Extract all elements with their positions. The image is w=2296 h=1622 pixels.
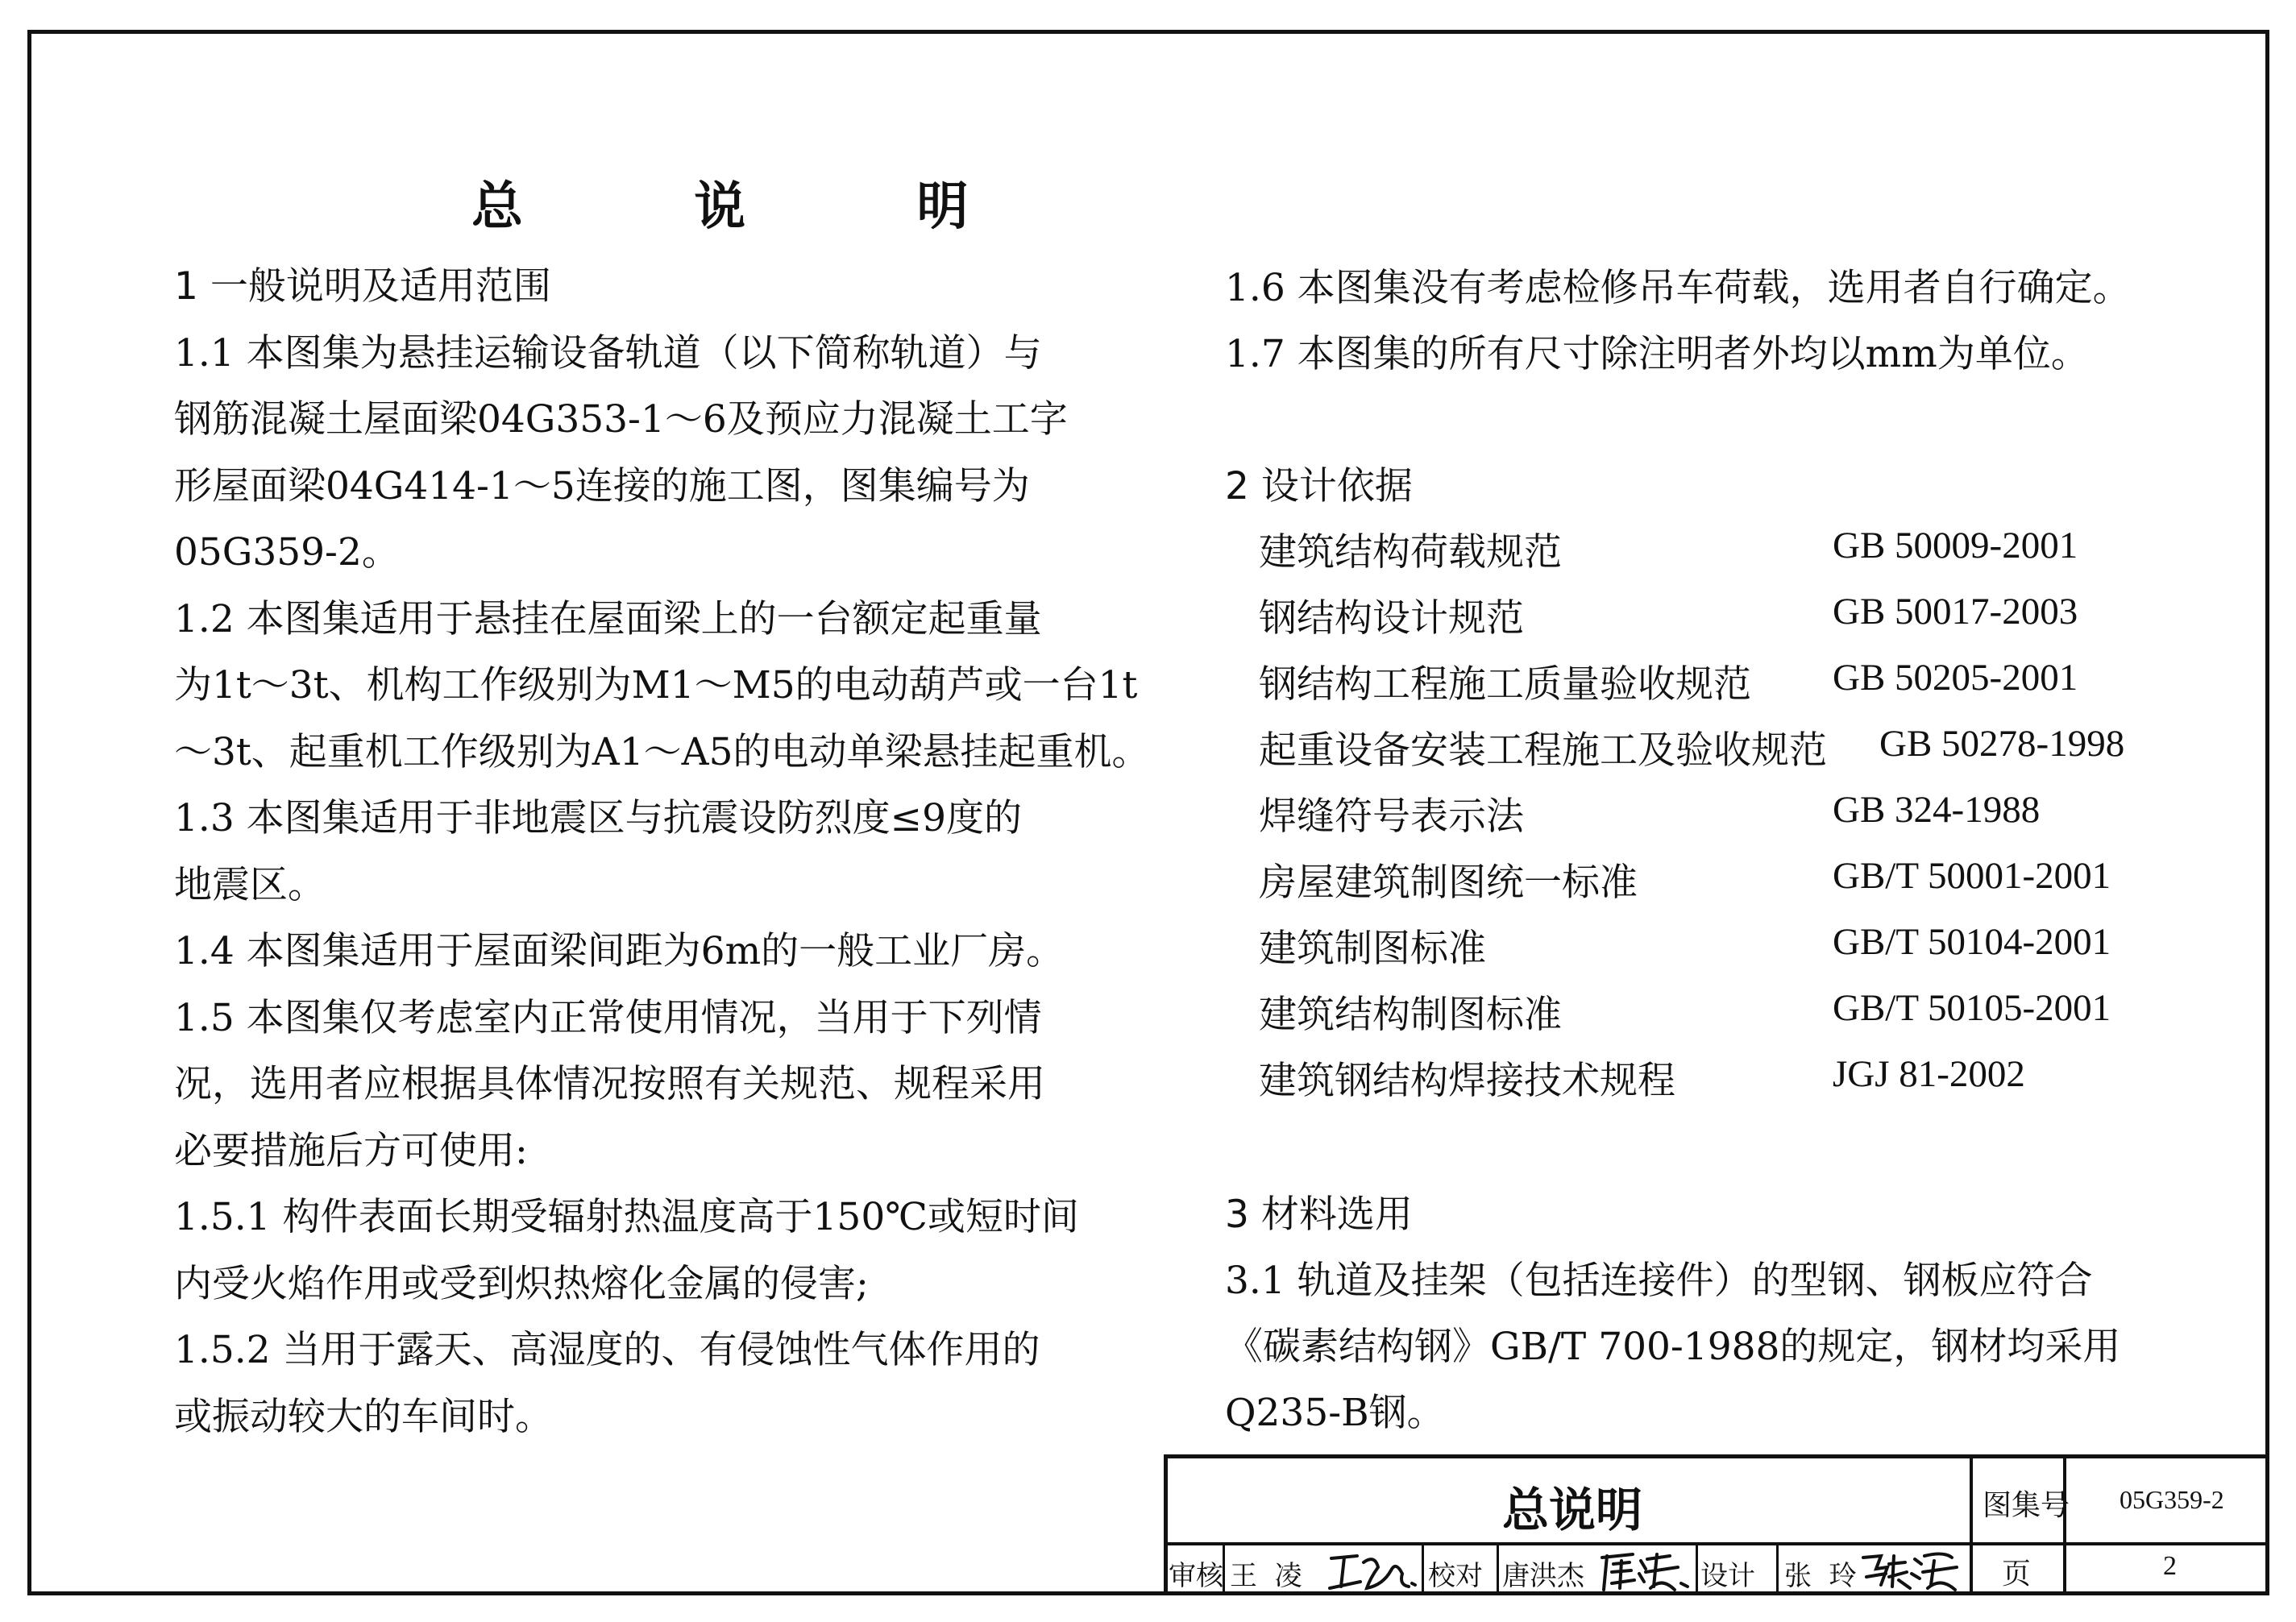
review-label: 审核 (1169, 1560, 1223, 1592)
standard-code: GB/T 50105-2001 (1833, 987, 2111, 1029)
design-label: 设计 (1700, 1560, 1755, 1592)
standard-code: GB 50205-2001 (1833, 657, 2078, 699)
paragraph-line: 或振动较大的车间时。 (174, 1395, 553, 1439)
checker-name: 唐洪杰 (1502, 1560, 1584, 1592)
note-1-7: 1.7 本图集的所有尺寸除注明者外均以mm为单位。 (1225, 332, 2089, 376)
standard-name: 房屋建筑制图统一标准 (1259, 861, 1638, 905)
checker-signature (1597, 1546, 1694, 1595)
check-label: 校对 (1428, 1560, 1483, 1592)
standard-code: GB/T 50104-2001 (1833, 921, 2111, 963)
paragraph-line: 1.3 本图集适用于非地震区与抗震设防烈度≤9度的 (174, 796, 1022, 840)
paragraph-line: 05G359-2。 (174, 530, 400, 575)
designer-signature (1857, 1545, 1966, 1595)
paragraph-line: 必要措施后方可使用: (174, 1129, 528, 1173)
paragraph-line: 1.5.1 构件表面长期受辐射热温度高于150℃或短时间 (174, 1195, 1079, 1239)
section-3-heading: 3 材料选用 (1225, 1193, 1413, 1237)
standard-code: GB/T 50001-2001 (1833, 855, 2111, 897)
standard-name: 建筑钢结构焊接技术规程 (1259, 1059, 1675, 1103)
standard-code: GB 50009-2001 (1833, 525, 2078, 566)
page-label: 页 (2002, 1558, 2032, 1591)
standard-name: 钢结构设计规范 (1259, 596, 1524, 641)
paragraph-line: 地震区。 (174, 863, 326, 907)
section-2-heading: 2 设计依据 (1225, 464, 1413, 508)
drawing-title: 总说明 (1502, 1483, 1643, 1537)
section-3-line: Q235-B钢。 (1225, 1391, 1445, 1435)
paragraph-line: 内受火焰作用或受到炽热熔化金属的侵害; (174, 1262, 869, 1306)
title-block (1164, 1454, 2269, 1595)
paragraph-line: 1.5 本图集仅考虑室内正常使用情况，当用于下列情 (174, 996, 1042, 1040)
standard-name: 起重设备安装工程施工及验收规范 (1259, 728, 1827, 773)
standard-name: 建筑结构制图标准 (1259, 993, 1562, 1037)
paragraph-line: 形屋面梁04G414-1～5连接的施工图，图集编号为 (174, 464, 1030, 508)
standard-name: 焊缝符号表示法 (1259, 794, 1524, 839)
paragraph-line: 1.1 本图集为悬挂运输设备轨道（以下简称轨道）与 (174, 331, 1042, 375)
atlas-number: 05G359-2 (2120, 1485, 2224, 1514)
page-title: 总 说 明 (471, 177, 1045, 237)
standard-name: 建筑制图标准 (1259, 927, 1486, 971)
section-3-line: 3.1 轨道及挂架（包括连接件）的型钢、钢板应符合 (1225, 1259, 2093, 1303)
paragraph-line: 1.5.2 当用于露天、高湿度的、有侵蚀性气体作用的 (174, 1328, 1040, 1372)
standard-code: GB 50278-1998 (1879, 723, 2125, 765)
standard-code: GB 324-1988 (1833, 789, 2041, 831)
atlas-label: 图集号 (1983, 1489, 2070, 1522)
section-3-line: 《碳素结构钢》GB/T 700-1988的规定，钢材均采用 (1225, 1325, 2121, 1369)
standard-code: GB 50017-2003 (1833, 591, 2078, 633)
page-number: 2 (2163, 1551, 2177, 1581)
note-1-6: 1.6 本图集没有考虑检修吊车荷载，选用者自行确定。 (1225, 266, 2131, 310)
designer-name: 张 玲 (1784, 1560, 1857, 1592)
paragraph-line: 为1t～3t、机构工作级别为M1～M5的电动葫芦或一台1t (174, 663, 1138, 707)
reviewer-name: 王 凌 (1230, 1560, 1302, 1592)
reviewer-signature (1325, 1546, 1418, 1595)
standard-name: 建筑结构荷载规范 (1259, 530, 1562, 575)
paragraph-line: 钢筋混凝土屋面梁04G353-1～6及预应力混凝土工字 (174, 397, 1068, 442)
paragraph-line: ～3t、起重机工作级别为A1～A5的电动单梁悬挂起重机。 (174, 730, 1150, 774)
section-1-heading: 1 一般说明及适用范围 (174, 264, 551, 309)
paragraph-line: 况，选用者应根据具体情况按照有关规范、规程采用 (174, 1062, 1045, 1106)
standard-code: JGJ 81-2002 (1833, 1053, 2025, 1095)
paragraph-line: 1.4 本图集适用于屋面梁间距为6m的一般工业厂房。 (174, 929, 1065, 973)
standard-name: 钢结构工程施工质量验收规范 (1259, 662, 1751, 707)
paragraph-line: 1.2 本图集适用于悬挂在屋面梁上的一台额定起重量 (174, 597, 1042, 641)
